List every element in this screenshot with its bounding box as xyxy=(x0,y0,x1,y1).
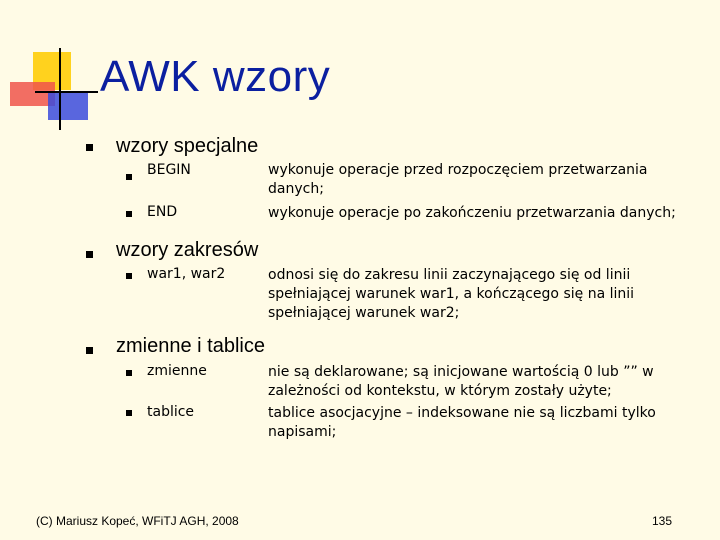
term-war1-war2: war1, war2 xyxy=(147,266,226,282)
desc-line: nie są deklarowane; są inicjowane wartością 0 lub ”” w xyxy=(268,364,654,380)
term-end: END xyxy=(147,204,178,220)
desc-war1-war2 xyxy=(268,266,698,323)
page-title: AWK wzory xyxy=(100,52,331,101)
section-heading-special-patterns: wzory specjalne xyxy=(116,135,259,157)
square-bullet-icon xyxy=(126,174,132,180)
desc-zmienne xyxy=(268,363,698,401)
term-tablice: tablice xyxy=(147,404,195,420)
desc-line: odnosi się do zakresu linii zaczynającego się od linii xyxy=(268,267,631,283)
desc-tablice xyxy=(268,404,698,442)
square-bullet-icon xyxy=(86,251,93,258)
desc-line: spełniającej warunek war2; xyxy=(268,305,460,321)
decorative-squares-logo xyxy=(0,0,100,140)
section-heading-range-patterns: wzory zakresów xyxy=(116,239,259,261)
square-bullet-icon xyxy=(126,211,132,217)
square-bullet-icon xyxy=(126,370,132,376)
logo-blue-square xyxy=(48,92,88,120)
square-bullet-icon xyxy=(86,347,93,354)
desc-line: zależności od kontekstu, w którym zostały użyte; xyxy=(268,383,612,399)
square-bullet-icon xyxy=(86,144,93,151)
desc-line: wykonuje operacje przed rozpoczęciem przetwarzania xyxy=(268,162,648,178)
term-begin: BEGIN xyxy=(147,162,191,178)
desc-line: danych; xyxy=(268,181,324,197)
page-number: 135 xyxy=(652,514,673,528)
section-heading-variables-arrays: zmienne i tablice xyxy=(116,335,265,357)
footer-copyright: (C) Mariusz Kopeć, WFiTJ AGH, 2008 xyxy=(36,514,239,528)
desc-line: tablice asocjacyjne – indeksowane nie są liczbami tylko xyxy=(268,405,656,421)
term-zmienne: zmienne xyxy=(147,363,207,379)
square-bullet-icon xyxy=(126,410,132,416)
desc-line: napisami; xyxy=(268,424,337,440)
square-bullet-icon xyxy=(126,273,132,279)
desc-line: spełniającej warunek war1, a kończącego się na linii xyxy=(268,286,635,302)
desc-begin xyxy=(268,161,698,199)
desc-end xyxy=(268,204,698,223)
desc-line: wykonuje operacje po zakończeniu przetwarzania danych; xyxy=(268,205,676,221)
